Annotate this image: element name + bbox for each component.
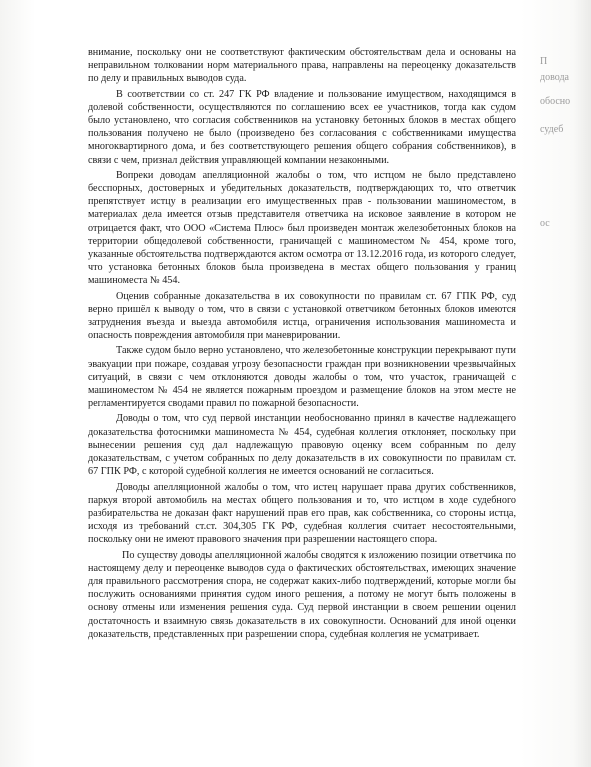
bleed-through-text: П — [540, 56, 548, 67]
bleed-through-text: обосно — [540, 96, 571, 107]
paragraph-7: Доводы апелляционной жалобы о том, что истец нарушает права других собственников, паркуя второй автомобиль на местах общего пользования и то, что истцом в ходе судебного разбирательства не доказан факт нарушений прав его прав, как собственника, со стороны истца, исходя из требований ст.ст. 304,305 ГК РФ, судебная коллегия считает несостоятельными, поскольку они не имеют правового значения при разрешении настоящего спора. — [88, 481, 516, 546]
paragraph-5: Также судом было верно установлено, что железобетонные конструкции перекрывают пути эвакуации при пожаре, создавая угрозу безопасности граждан при возникновении чрезвычайных ситуаций, в связи с чем отклоняются доводы жалобы о том, что участок, граничащей с машиноместом № 454 не является пожарным проездом и размещение блоков на этом месте не регламентируется сводами правил по пожарной безопасности. — [88, 345, 516, 410]
bleed-through-text: ос — [540, 218, 550, 229]
paragraph-8: По существу доводы апелляционной жалобы сводятся к изложению позиции ответчика по настоящему делу и переоценке выводов суда о фактических обстоятельствах, имеющих значение для правильного рассмотрения спора, не содержат каких-либо подтверждений, которые могли бы послужить основаниями принятия судом иного решения, а потому не могут быть положены в основу отмены или изменения решения суда. Суд первой инстанции в своем решении оценил достаточность и взаимную связь доказательств в их совокупности. Оснований для иной оценки доказательств, представленных при разрешении спора, судебная коллегия не усматривает. — [88, 549, 516, 640]
paragraph-1: внимание, поскольку они не соответствуют фактическим обстоятельствам дела и основаны на неправильном толковании норм материального права, направлены на переоценку доказательств по делу и правильных выводов суда. — [88, 47, 516, 85]
page-edge-shadow — [573, 0, 591, 767]
bleed-through-text: довода — [540, 72, 569, 83]
paragraph-2: В соответствии со ст. 247 ГК РФ владение и пользование имуществом, находящимся в долевой собственности, осуществляются по соглашению всех ее участников, тогда как судом было установлено, что согласия собственников на установку бетонных блоков в местах общего пользования получено не было (произведено без согласования с собственниками имущества многоквартирного дома, и без соответствующего решения общего собрания собственников), в связи с чем, признал действия управляющей компании незаконными. — [88, 88, 516, 166]
paragraph-3: Вопреки доводам апелляционной жалобы о том, что истцом не было представлено бесспорных, достоверных и убедительных доказательств, подтверждающих то, что ответчик препятствует истцу в реализации его имущественных прав - пользовании машиноместом, в материалах дела имеется отзыв представителя ответчика на исковое заявление в котором не отрицается факт, что ООО «Система Плюс» был произведен монтаж железобетонных блоков на территории общедолевой собственности, граничащей с машиноместом № 454, кроме того, указанные обстоятельства подтверждаются актом осмотра от 13.12.2016 года, из которого следует, что установка бетонных блоков была произведена в местах общего пользования у границ машиноместа № 454. — [88, 169, 516, 287]
bleed-through-text: судеб — [540, 124, 564, 135]
paragraph-4: Оценив собранные доказательства в их совокупности по правилам ст. 67 ГПК РФ, суд верно пришёл к выводу о том, что в связи с установкой ответчиком бетонных блоков имеются затруднения въезда и выезда автомобиля истца, ограничения использования машиноместа и опасность повреждения автомобиля при маневрировании. — [88, 290, 516, 342]
paragraph-6: Доводы о том, что суд первой инстанции необоснованно принял в качестве надлежащего доказательства фотоснимки машиноместа № 454, судебная коллегия отклоняет, поскольку при вынесении решения суд дал надлежащую правовую оценку всем собранным по делу доказательствам, с учетом собранных по делу доказательств в их совокупности по правилам ст. 67 ГПК РФ, с которой судебной коллегия не имеется оснований не согласиться. — [88, 413, 516, 478]
document-body — [88, 46, 516, 641]
